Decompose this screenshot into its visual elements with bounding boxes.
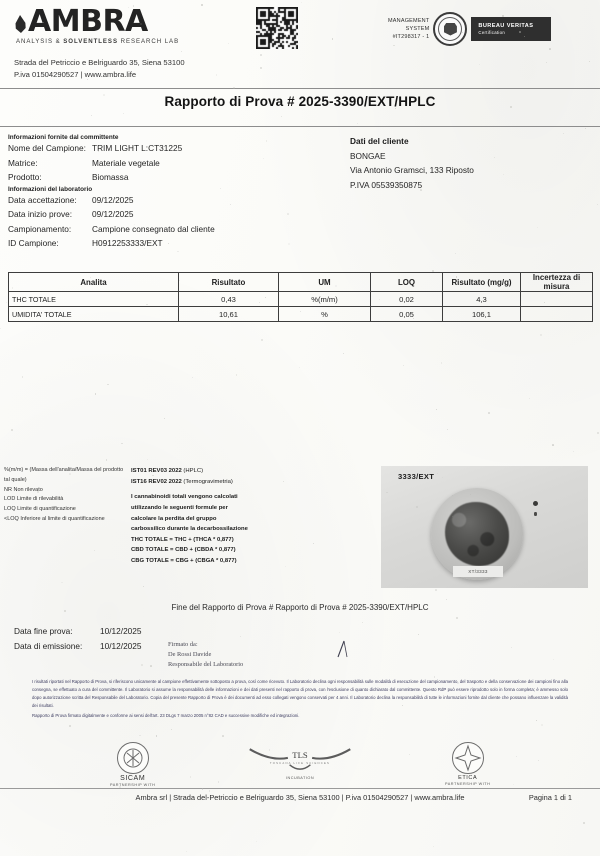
- note-line-5: <LOQ Inferiore al limite di quantificazione: [4, 515, 105, 522]
- field-row: [8, 156, 338, 171]
- partner-logos: [0, 742, 600, 794]
- scan-speck: [536, 720, 537, 721]
- signature-mark-icon: [330, 638, 352, 660]
- scan-speck: [524, 36, 525, 37]
- scan-speck: [563, 133, 564, 134]
- scan-speck: [11, 429, 13, 431]
- cell-um: %: [279, 307, 371, 322]
- scan-speck: [452, 516, 453, 517]
- field-label: Data di emissione:: [14, 640, 83, 651]
- bureau-veritas-seal-icon: [433, 12, 467, 46]
- method-1: [131, 466, 249, 477]
- client-vat: P.IVA 05539350875: [350, 179, 423, 190]
- client-data-block: [350, 134, 595, 192]
- scan-speck: [442, 477, 443, 478]
- scan-speck: [228, 43, 229, 44]
- scan-speck: [357, 123, 358, 124]
- scan-speck: [143, 586, 144, 587]
- cell-loq: 0,05: [371, 307, 443, 322]
- scan-speck: [488, 412, 490, 414]
- scan-speck: [416, 506, 418, 508]
- scan-speck: [447, 429, 448, 430]
- scan-speck: [147, 459, 148, 460]
- scan-speck: [108, 176, 109, 177]
- scan-speck: [103, 94, 105, 96]
- scan-speck: [256, 841, 257, 842]
- field-value: 10/12/2025: [100, 626, 142, 636]
- company-tagline: ANALYSIS & SOLVENTLESS RESEARCH LAB: [16, 37, 180, 45]
- scan-speck: [379, 299, 380, 300]
- col-analita: Analita: [9, 273, 179, 292]
- scan-speck: [434, 676, 435, 677]
- scan-speck: [316, 609, 317, 610]
- scan-speck: [494, 157, 495, 158]
- scan-speck: [393, 45, 394, 46]
- scan-speck: [128, 7, 129, 8]
- scan-speck: [549, 48, 551, 50]
- scan-speck: [597, 432, 599, 434]
- field-value: TRIM LIGHT L:CT31225: [92, 143, 183, 153]
- divider-under-title: [0, 126, 600, 127]
- field-row: [14, 624, 142, 639]
- partner-etica: [445, 742, 490, 786]
- scan-speck: [519, 31, 520, 32]
- field-label: Nome del Campione:: [8, 143, 86, 153]
- scan-speck: [222, 735, 224, 737]
- scan-speck: [150, 665, 152, 667]
- scan-speck: [119, 786, 121, 788]
- scan-speck: [435, 589, 437, 591]
- cell-loq: 0,02: [371, 292, 443, 307]
- scan-speck: [218, 781, 219, 782]
- scan-speck: [171, 729, 172, 730]
- scan-speck: [288, 243, 290, 245]
- scan-speck: [332, 38, 333, 39]
- field-label: Data inizio prove:: [8, 209, 73, 220]
- sample-photo-label: 3333/EXT: [398, 472, 435, 481]
- signer-name: De Rossi Davide: [168, 650, 212, 658]
- cert-line-1: MANAGEMENT: [388, 17, 430, 24]
- company-address: Strada del Petriccio e Belriguardo 35, Siena 53100: [14, 58, 185, 67]
- scan-speck: [402, 705, 403, 706]
- field-value: Biomassa: [92, 172, 129, 183]
- scan-speck: [456, 617, 458, 619]
- scan-speck: [177, 251, 179, 253]
- certification-block: [388, 12, 551, 46]
- scan-speck: [168, 243, 169, 244]
- col-risultato-mgg: Risultato (mg/g): [443, 273, 521, 292]
- scan-speck: [418, 634, 419, 635]
- scan-speck: [433, 846, 434, 847]
- formula-thc: THC TOTALE = THC + (THCA * 0,877): [131, 536, 234, 543]
- scan-speck: [544, 302, 545, 303]
- scan-speck: [261, 339, 262, 340]
- scan-speck: [98, 150, 99, 151]
- company-address-block: [14, 57, 185, 82]
- signed-by-label: Firmato da:: [168, 641, 198, 648]
- scan-speck: [395, 108, 396, 109]
- svg-text:TLS: TLS: [292, 749, 308, 760]
- note-line-1: %(m/m) = (Massa dell'analita/Massa del prodotto tal quale): [4, 467, 124, 483]
- scan-speck: [0, 328, 1, 329]
- scan-speck: [436, 409, 437, 410]
- tls-logo-icon: [240, 744, 360, 770]
- scan-speck: [91, 115, 92, 116]
- scan-speck: [597, 204, 598, 205]
- scan-speck: [37, 491, 39, 493]
- scan-speck: [339, 632, 340, 633]
- scan-speck: [343, 353, 344, 354]
- scan-speck: [94, 550, 95, 551]
- table-row: [9, 307, 593, 322]
- formula-cbg: CBG TOTALE = CBG + (CBGA * 0,877): [131, 558, 237, 564]
- col-incertezza: Incertezza di misura: [521, 273, 593, 292]
- table-header-row: [9, 273, 593, 292]
- note-line-3: LOD Limite di rilevabilità: [4, 496, 64, 503]
- partner-sub: INCUBATION: [285, 776, 315, 780]
- scan-speck: [240, 636, 241, 637]
- scan-speck: [139, 735, 140, 736]
- cert-brand: BUREAU VERITAS: [478, 23, 534, 29]
- method-2-technique: (Termogravimetria): [181, 478, 233, 485]
- company-logo: [14, 4, 194, 45]
- scan-speck: [260, 54, 262, 56]
- scan-speck: [583, 822, 585, 824]
- scan-speck: [585, 128, 586, 129]
- field-row: [8, 222, 338, 237]
- scan-speck: [152, 475, 153, 476]
- cell-risultato: 10,61: [179, 307, 279, 322]
- method-1-code: IST01 REV03 2022: [131, 468, 182, 474]
- cell-mgg: 106,1: [443, 307, 521, 322]
- partner-sub: PARTNERSHIP WITH: [445, 782, 491, 786]
- scan-speck: [123, 113, 125, 115]
- scan-speck: [362, 622, 363, 623]
- scan-speck: [455, 253, 457, 255]
- partner-name: SICAM: [120, 775, 146, 782]
- scan-speck: [134, 148, 135, 149]
- scan-speck: [144, 248, 145, 249]
- field-row: [8, 170, 338, 185]
- scan-speck: [95, 393, 97, 395]
- scan-speck: [420, 189, 422, 191]
- divider-top: [0, 88, 600, 89]
- scan-speck: [573, 451, 574, 452]
- qr-code-icon: [256, 7, 298, 49]
- signature-block: [168, 640, 243, 670]
- cert-brand-sub: Certification: [478, 30, 506, 35]
- sample-photo: [381, 466, 588, 588]
- client-address: Via Antonio Gramsci, 133 Riposto: [350, 165, 474, 176]
- scan-speck: [541, 724, 543, 726]
- scan-speck: [529, 398, 530, 399]
- scan-speck: [502, 15, 503, 16]
- scan-speck: [313, 543, 314, 544]
- scan-speck: [540, 334, 541, 335]
- page-number: Pagina 1 di 1: [528, 793, 572, 802]
- scan-speck: [546, 62, 547, 63]
- etica-logo-icon: [452, 742, 484, 774]
- scan-speck: [146, 304, 147, 305]
- committente-info: [8, 134, 338, 251]
- field-label: Data accettazione:: [8, 194, 77, 205]
- client-info-heading: Informazioni fornite dal committente: [8, 134, 119, 141]
- scan-speck: [441, 362, 442, 363]
- scan-speck: [140, 23, 141, 24]
- method-2-code: IST16 REV02 2022: [131, 478, 182, 485]
- cell-incertezza: [521, 307, 593, 322]
- scan-speck: [538, 760, 539, 761]
- end-of-report-line: Fine del Rapporto di Prova # Rapporto di Prova # 2025-3390/EXT/HPLC: [171, 603, 429, 612]
- field-value: 09/12/2025: [92, 194, 134, 205]
- signer-role: Responsabile del Laboratorio: [168, 660, 244, 668]
- page-title: Rapporto di Prova # 2025-3390/EXT/HPLC: [164, 94, 436, 109]
- field-row: [8, 141, 338, 156]
- scan-speck: [164, 418, 165, 419]
- field-value: 10/12/2025: [100, 640, 142, 651]
- field-row: [14, 639, 142, 654]
- scan-speck: [121, 443, 122, 444]
- photo-speck: [534, 512, 537, 516]
- formula-cbd: CBD TOTALE = CBD + (CBDA * 0,877): [131, 547, 236, 554]
- scan-speck: [285, 566, 286, 567]
- cert-line-2: SYSTEM: [405, 25, 430, 32]
- divider-footer: [0, 788, 600, 789]
- cell-risultato: 0,43: [179, 292, 279, 307]
- field-value: H0912253333/EXT: [92, 238, 163, 249]
- scan-speck: [12, 287, 13, 288]
- field-label: ID Campione:: [8, 238, 59, 249]
- scan-speck: [553, 659, 554, 660]
- field-label: Prodotto:: [8, 172, 42, 183]
- client-data-heading: Dati del cliente: [350, 136, 409, 146]
- field-label: Data fine prova:: [14, 626, 73, 636]
- scan-speck: [181, 51, 182, 52]
- scan-speck: [456, 276, 458, 278]
- col-um: UM: [279, 273, 371, 292]
- scan-speck: [269, 749, 270, 750]
- field-value: Materiale vegetale: [92, 157, 160, 168]
- scan-speck: [265, 297, 266, 298]
- scan-speck: [69, 725, 71, 727]
- photo-speck: [533, 501, 538, 506]
- col-loq: LOQ: [371, 273, 443, 292]
- field-label: Campionamento:: [8, 223, 72, 234]
- scan-speck: [141, 664, 143, 666]
- scan-speck: [459, 756, 460, 757]
- legend-notes: [4, 466, 130, 525]
- scan-speck: [409, 754, 410, 755]
- scan-speck: [69, 473, 71, 475]
- scan-speck: [192, 377, 193, 378]
- field-label: Matrice:: [8, 157, 38, 168]
- field-row: [8, 193, 338, 208]
- scan-speck: [403, 365, 404, 366]
- bureau-veritas-label: [471, 17, 551, 41]
- method-1-technique: (HPLC): [181, 468, 204, 474]
- disclaimer: [32, 678, 568, 720]
- sicam-logo-icon: [117, 742, 149, 774]
- scan-speck: [49, 649, 50, 650]
- client-name: BONGAE: [350, 150, 386, 161]
- field-value: 09/12/2025: [92, 209, 134, 220]
- note-line-2: NR Non rilevato: [4, 486, 43, 493]
- scan-speck: [301, 2, 302, 3]
- scan-speck: [299, 367, 300, 368]
- method-2: [131, 477, 249, 488]
- scan-speck: [537, 227, 538, 228]
- sample-photo-tag: XT/3333: [453, 566, 503, 577]
- methods-block: [131, 466, 249, 567]
- lab-info-heading: Informazioni del laboratorio: [8, 185, 93, 193]
- partner-sicam: [110, 742, 155, 787]
- scan-speck: [156, 735, 158, 737]
- results-table: [8, 272, 593, 322]
- scan-speck: [589, 61, 590, 62]
- droplet-icon: [14, 14, 28, 33]
- cert-line-3: #IT298317 - 1: [392, 34, 430, 41]
- scan-speck: [316, 297, 317, 298]
- scan-speck: [179, 280, 180, 281]
- scan-speck: [479, 64, 480, 65]
- methods-note: I cannabinoidi totali vengono calcolati utilizzando le seguenti formule per calcolare la perdita del gruppo carbossilico durante la decarbossilazione: [131, 494, 248, 533]
- table-row: [9, 292, 593, 307]
- sample-material: [445, 502, 509, 566]
- scan-speck: [511, 647, 512, 648]
- disclaimer-paragraph-2: Rapporto di Prova firmato digitalmente e conforme ai sensi dell'art. 23 DLgs 7 marzo 2005 n°82 CAD e successive modifiche ed integrazioni.: [32, 712, 300, 718]
- cell-analita: UMIDITA' TOTALE: [9, 307, 179, 322]
- disclaimer-paragraph-1: I risultati riportati nel Rapporto di Prova, si riferiscono unicamente al campione effettivamente sottoposto a prova, così come ricevuto. Il Laboratorio declina ogni responsabilità sulle modalità di esecuzione del campionamento, del trasporto e della conservazione dei campioni fino alla consegna, se effettuato a cura del committente. Il Laboratorio si assume la responsabilità delle informazioni e dei dati presenti nel rapporto di prova, con l'esclusione di quanto dichiarato dal committente. Questo RdP può essere riprodotto solo in forma completa; è ammesso solo dopo autorizzazione scritta del Responsabile del Laboratorio. Copia del presente Rapporto di Prova è dei documenti ad esso collegati vengono conservati per 4 anni. Il Laboratorio declina la responsabilità di tutte le informazioni fornite dal cliente che possano influenzare la validità dei risultati.: [32, 679, 568, 708]
- note-line-4: LOQ Limite di quantificazione: [4, 506, 76, 513]
- scan-speck: [236, 374, 237, 375]
- cell-incertezza: [521, 292, 593, 307]
- svg-text:TOSCANA LIFE SCIENCES: TOSCANA LIFE SCIENCES: [269, 760, 331, 765]
- scan-speck: [61, 582, 62, 583]
- scan-speck: [446, 599, 447, 600]
- scan-speck: [452, 495, 453, 496]
- company-name: AMBRA: [28, 4, 148, 39]
- scan-speck: [201, 4, 202, 5]
- cell-analita: THC TOTALE: [9, 292, 179, 307]
- scan-speck: [413, 318, 414, 319]
- partner-sub: PARTNERSHIP WITH: [110, 783, 156, 787]
- scan-speck: [276, 30, 277, 31]
- scan-speck: [186, 851, 187, 852]
- footer-text: Ambra srl | Strada del-Petriccio e Belriguardo 35, Siena 53100 | P.iva 01504290527 | www.ambra.life: [135, 793, 465, 802]
- scan-speck: [6, 302, 7, 303]
- scan-speck: [107, 384, 108, 385]
- field-value: Campione consegnato dal cliente: [92, 223, 215, 234]
- cell-um: %(m/m): [279, 292, 371, 307]
- company-vat-web: P.iva 01504290527 | www.ambra.life: [14, 70, 137, 80]
- scan-speck: [432, 270, 434, 272]
- partner-tls: [240, 744, 360, 780]
- scan-speck: [22, 376, 24, 378]
- scan-speck: [552, 444, 554, 446]
- closing-dates: [14, 624, 142, 653]
- cell-mgg: 4,3: [443, 292, 521, 307]
- partner-name: ETICA: [458, 775, 478, 781]
- scan-speck: [281, 116, 282, 117]
- scan-speck: [260, 67, 261, 68]
- scan-speck: [106, 459, 108, 461]
- scan-speck: [216, 74, 218, 76]
- scan-speck: [230, 204, 231, 205]
- col-risultato: Risultato: [179, 273, 279, 292]
- scan-speck: [283, 481, 285, 483]
